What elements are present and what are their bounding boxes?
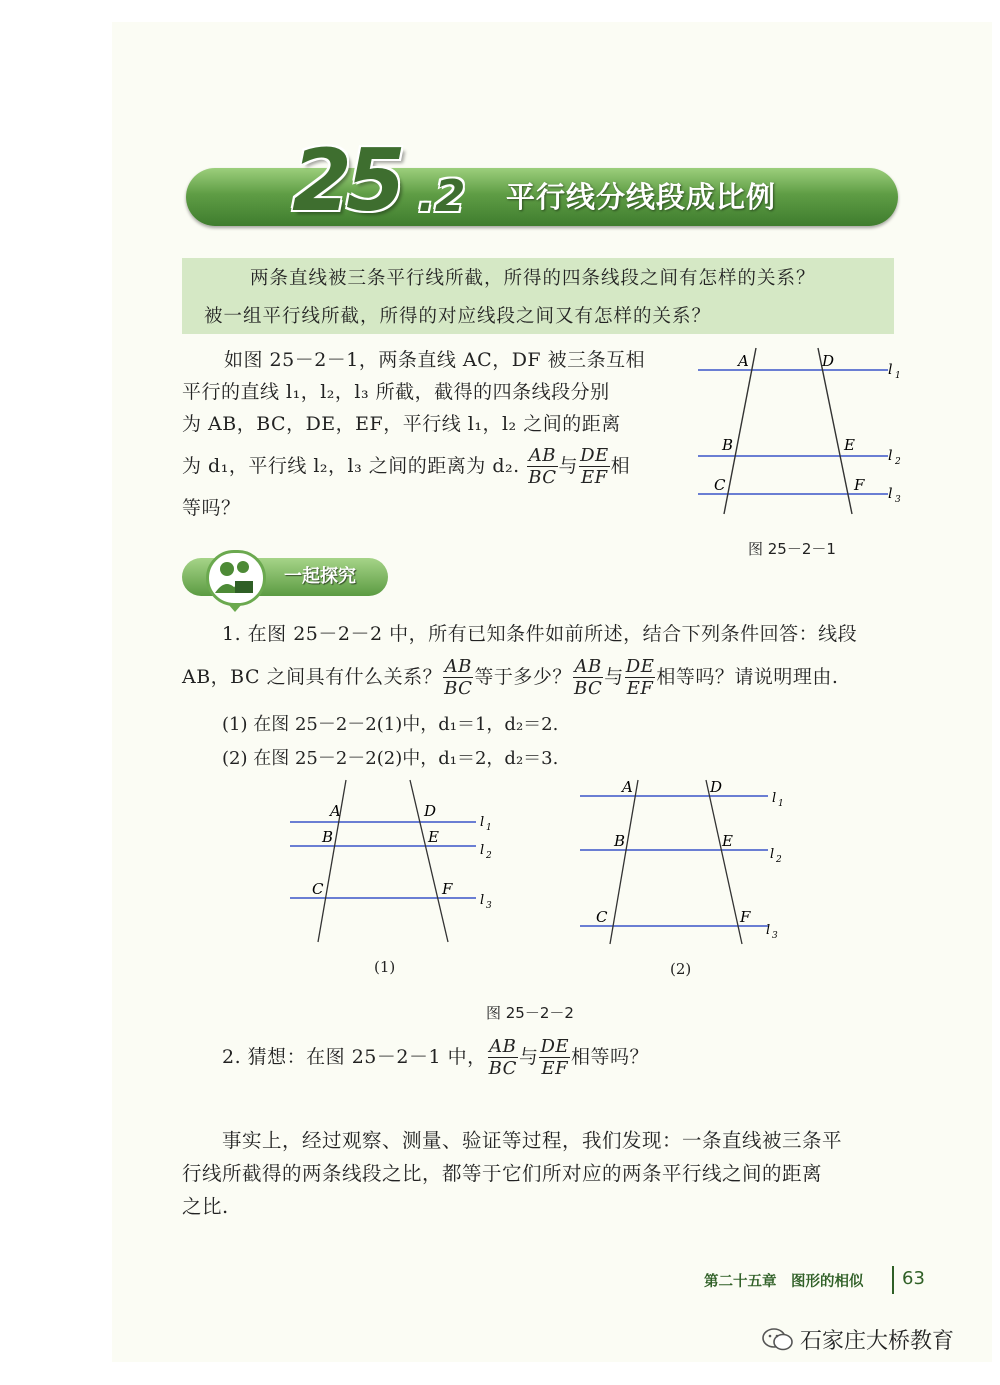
line-l3-subscript: 3 — [895, 495, 901, 505]
fact-line: 行线所截得的两条线段之比，都等于它们所对应的两条平行线之间的距离 — [182, 1162, 823, 1185]
item-1-text: 等于多少？ — [474, 666, 572, 688]
item-1-text: 相等吗？请说明理由. — [656, 666, 839, 688]
fraction-de-ef: $\frac{DE}{EF}$ — [540, 1036, 570, 1079]
point-a-label: A — [738, 352, 749, 370]
item-2 — [222, 1030, 649, 1084]
point-a-label: A — [622, 778, 633, 796]
point-b-label: B — [322, 828, 334, 846]
point-b-label: B — [722, 436, 734, 454]
item-1-text: AB，BC 之间具有什么关系？ — [182, 666, 443, 688]
point-e-label: E — [428, 828, 439, 846]
fraction-ab-bc: $\frac{AB}{BC}$ — [528, 445, 557, 488]
item-2-text: 2. 猜想：在图 25－2－1 中， — [222, 1046, 487, 1068]
line-l2-subscript: 2 — [486, 851, 492, 861]
page-number: 63 — [902, 1268, 925, 1289]
line-l2-subscript: 2 — [895, 457, 901, 467]
point-c-label: C — [714, 476, 726, 494]
question-line: 两条直线被三条平行线所截，所得的四条线段之间有怎样的关系？ — [250, 268, 816, 289]
conjunction: 与 — [518, 1046, 539, 1068]
point-d-label: D — [710, 778, 723, 796]
item-1-line: 1. 在图 25－2－2 中，所有已知条件如前所述，结合下列条件回答：线段 — [222, 623, 858, 645]
figure-25-2-1 — [692, 344, 908, 534]
fraction-de-ef: $\frac{DE}{EF}$ — [625, 656, 655, 699]
explore-label: 一起探究 — [284, 566, 356, 587]
people-computer-icon — [206, 550, 266, 606]
intro-line: 如图 25－2－1，两条直线 AC，DF 被三条互相 — [224, 349, 646, 371]
section-number: 25 — [292, 131, 400, 231]
line-l3-label: l — [888, 486, 893, 502]
point-f-label: F — [854, 476, 865, 494]
line-l1-label: l — [772, 791, 777, 806]
transversal-ac — [724, 348, 756, 514]
item-2-text: 相等吗？ — [571, 1046, 650, 1068]
fact-paragraph — [182, 1124, 902, 1223]
point-e-label: E — [722, 832, 733, 850]
line-l2-label: l — [888, 448, 893, 464]
intro-line — [182, 440, 682, 492]
figure-2-sub-caption-2: (2) — [670, 960, 692, 978]
fraction-de-ef: $\frac{DE}{EF}$ — [580, 445, 609, 488]
point-f-label: F — [740, 908, 751, 926]
point-a-label: A — [330, 802, 341, 820]
conjunction: 与 — [558, 455, 579, 477]
transversal-df — [706, 780, 742, 944]
line-l1-subscript: 1 — [778, 799, 784, 809]
line-l1-subscript: 1 — [895, 371, 901, 381]
line-l3-label: l — [480, 893, 485, 908]
line-l1-label: l — [480, 815, 485, 830]
condition-2: (2) 在图 25－2－2(2)中，d₁＝2，d₂＝3. — [222, 748, 559, 769]
fraction-ab-bc: $\frac{AB}{BC}$ — [488, 1036, 517, 1079]
figure-25-2-2-2 — [576, 774, 796, 950]
point-c-label: C — [312, 880, 324, 898]
intro-text: 相 — [610, 455, 631, 477]
point-e-label: E — [844, 436, 855, 454]
point-b-label: B — [614, 832, 626, 850]
line-l1-subscript: 1 — [486, 823, 492, 833]
line-l2-label: l — [770, 847, 775, 862]
line-l1-label: l — [888, 362, 893, 378]
question-box — [182, 258, 894, 334]
line-l3-subscript: 3 — [772, 931, 778, 941]
section-subnumber: .2 — [418, 171, 466, 222]
line-l2-subscript: 2 — [776, 855, 782, 865]
figure-25-2-2-caption: 图 25－2－2 — [486, 1004, 574, 1022]
chevron-down-icon — [228, 604, 242, 612]
condition-1: (1) 在图 25－2－2(1)中，d₁＝1，d₂＝2. — [222, 714, 559, 735]
intro-paragraph — [182, 344, 682, 524]
transversal-ac — [610, 780, 638, 944]
intro-line: 平行的直线 l₁，l₂，l₃ 所截，截得的四条线段分别 — [182, 381, 610, 403]
point-d-label: D — [424, 802, 437, 820]
item-1 — [182, 618, 902, 704]
line-l3-label: l — [766, 923, 771, 938]
footer-divider — [892, 1266, 894, 1294]
fact-line: 之比. — [182, 1195, 229, 1218]
item-1-line — [182, 650, 902, 704]
watermark-text: 石家庄大桥教育 — [800, 1329, 955, 1354]
figure-25-2-1-caption: 图 25－2－1 — [748, 540, 836, 558]
fact-line: 事实上，经过观察、测量、验证等过程，我们发现：一条直线被三条平 — [222, 1129, 843, 1152]
line-l3-subscript: 3 — [486, 901, 492, 911]
point-d-label: D — [822, 352, 835, 370]
point-f-label: F — [442, 880, 453, 898]
point-c-label: C — [596, 908, 608, 926]
question-line: 被一组平行线所截，所得的对应线段之间又有怎样的关系？ — [204, 306, 712, 327]
intro-line: 等吗？ — [182, 497, 241, 519]
chapter-footer: 第二十五章 图形的相似 — [704, 1274, 864, 1290]
wechat-icon — [762, 1327, 794, 1353]
section-title: 平行线分线段成比例 — [506, 180, 777, 214]
intro-text: 为 d₁，平行线 l₂，l₃ 之间的距离为 d₂. — [182, 455, 520, 477]
transversal-df — [818, 348, 852, 514]
figure-2-sub-caption-1: (1) — [374, 958, 396, 976]
fraction-ab-bc: $\frac{AB}{BC}$ — [444, 656, 473, 699]
line-l2-label: l — [480, 843, 485, 858]
conjunction: 与 — [604, 666, 624, 688]
figure-25-2-2-1 — [286, 776, 506, 952]
fraction-ab-bc: $\frac{AB}{BC}$ — [573, 656, 603, 699]
intro-line: 为 AB，BC，DE，EF，平行线 l₁，l₂ 之间的距离 — [182, 413, 621, 435]
